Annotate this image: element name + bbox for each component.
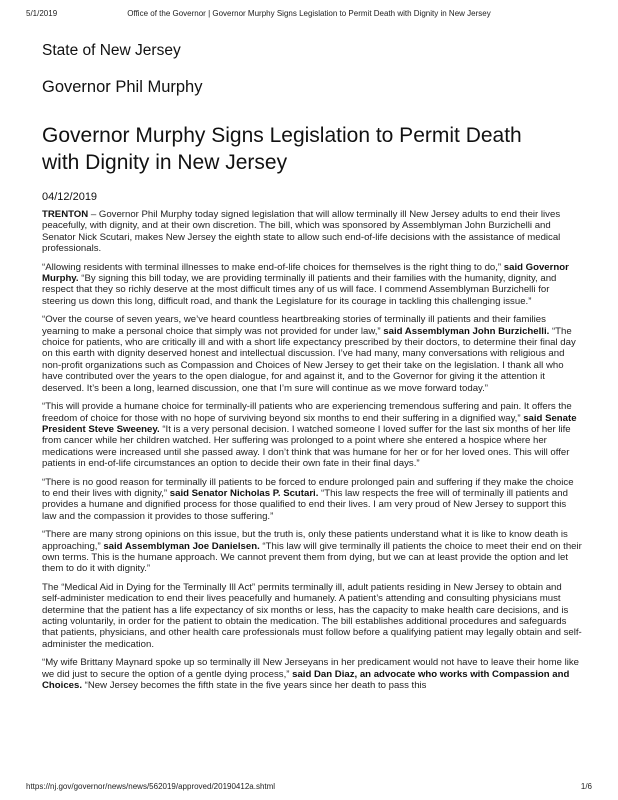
quote-text: “My wife Brittany Maynard spoke up so terminally ill New Jerseyans in her predicament would not have to leave their home like we did just to secure the option of a gentle dying process,” [42,657,579,680]
article-body [42,209,582,698]
quote-text: “By signing this bill today, we are providing terminally ill patients and their families with the humanity, dignity, and respect that they so richly deserve at the most difficult times any of us will face. I commend Assemblyman Burzichelli for steering us down this long, difficult road, and thank the Legislature for its courage in tackling this challenging issue.” [42,273,557,307]
paragraph-7 [42,582,582,650]
speaker-attribution: said Senate President Steve Sweeney. [42,412,577,435]
quote-text: “There are many strong opinions on this issue, but the truth is, only these patients understand what it is like to know death is approaching,” [42,529,568,552]
paragraph-6 [42,529,582,575]
paragraph-3 [42,314,582,394]
quote-text: “Allowing residents with terminal illnesses to make end-of-life choices for themselves is the right thing to do,” [42,261,504,273]
quote-text: “This will provide a humane choice for terminally-ill patients who are experiencing tremendous suffering and pain. It offers the freedom of choice for those with no hope of surviving beyond six months to end their suffering in a dignified way,” [42,401,572,424]
quote-text: “It is a very personal decision. I watched someone I loved suffer for the last six months of her life from cancer while her children watched. Her suffering was prolonged to a point where she entered a hospice where her medications were increased until she passed away. I don’t think that was humane for her or for her loved ones. This will offer patients in end-of-life circumstances an option to decide their own fate in their final days.” [42,423,571,470]
paragraph-8 [42,657,582,691]
paragraph-text: – Governor Phil Murphy today signed legislation that will allow terminally ill New Jersey adults to end their lives peacefully, with dignity, and at their own discretion. The bill, which was sponsored by Assemblyman John Burzichelli and Senator Nick Scutari, makes New Jersey the eighth state to allow such end-of-life decisions with the assistance of medical professionals. [42,209,561,255]
quote-text: “The choice for patients, who are critically ill and with a short life expectancy prescribed by their doctors, to determine their final day on this earth with dignity deserved honest and intellectual discussion. I’ve had many, many conversations with religious and non-profit organizations such as Compassion and Choices of New Jersey to get their take on the legislation. I thank all who have contributed over the years to the open dialogue, for and against it, and to the Governor for giving it the attention it deserved. It’s been a long, learned discussion, one that I’m sure will continue as we move forward today.” [42,325,576,394]
dateline: TRENTON [42,209,89,220]
quote-text: “This law will give terminally ill patients the choice to meet their end on their own terms. This is the humane approach. We cannot prevent them from dying, but we can at least provide the option and let them to do it with dignity.” [42,540,582,575]
print-header-date: 5/1/2019 [26,9,58,18]
speaker-attribution: said Assemblyman John Burzichelli. [383,325,550,337]
print-footer-url: https://nj.gov/governor/news/news/562019/approved/20190412a.shtml [26,782,276,791]
quote-text: “New Jersey becomes the fifth state in the five years since her death to pass this [82,680,427,692]
article-title: Governor Murphy Signs Legislation to Permit Death with Dignity in New Jersey [42,124,522,174]
paragraph-text: The “Medical Aid in Dying for the Terminally Ill Act” permits terminally ill, adult patients residing in New Jersey to obtain and self-administer medication to end their lives peacefully and humanely. A patient’s attending and consulting physicians must determine that the patient has a life expectancy of six months or less, has the capacity to make health care decisions, and is acting voluntarily, in order for the patient to obtain the medication. The bill establishes additional procedures and safeguards that patients, physicians, and other health care professionals must follow before a qualifying patient may legally obtain and self-administer the medication. [42,581,582,650]
site-state-name[interactable]: State of New Jersey [42,42,181,59]
site-governor-name[interactable]: Governor Phil Murphy [42,78,203,96]
quote-text: “Over the course of seven years, we’ve heard countless heartbreaking stories of terminally ill patients and their families yearning to make a personal choice that simply was not provided for under law,” [42,314,546,337]
quote-text: “This law respects the free will of terminally ill patients and provides a humane and dignified process for those qualified to end their lives. I am very proud of New Jersey to support this law and the compassion it provides to those suffering.” [42,487,568,522]
speaker-attribution: said Governor Murphy. [42,261,569,285]
speaker-attribution: said Assemblyman Joe Danielsen. [103,540,260,552]
speaker-attribution: said Dan Diaz, an advocate who works with Compassion and Choices. [42,668,570,692]
paragraph-4 [42,401,582,469]
speaker-attribution: said Senator Nicholas P. Scutari. [169,487,319,499]
paragraph-5 [42,477,582,523]
paragraph-2 [42,262,582,308]
article-date: 04/12/2019 [42,191,98,203]
quote-text: “There is no good reason for terminally ill patients to be forced to endure prolonged pain and suffering if they make the choice to end their lives with dignity,” [42,476,574,499]
paragraph-1 [42,209,582,255]
print-header-title: Office of the Governor | Governor Murphy Signs Legislation to Permit Death with Dignity in New Jersey [127,9,491,18]
print-footer-page-number: 1/6 [580,782,592,791]
